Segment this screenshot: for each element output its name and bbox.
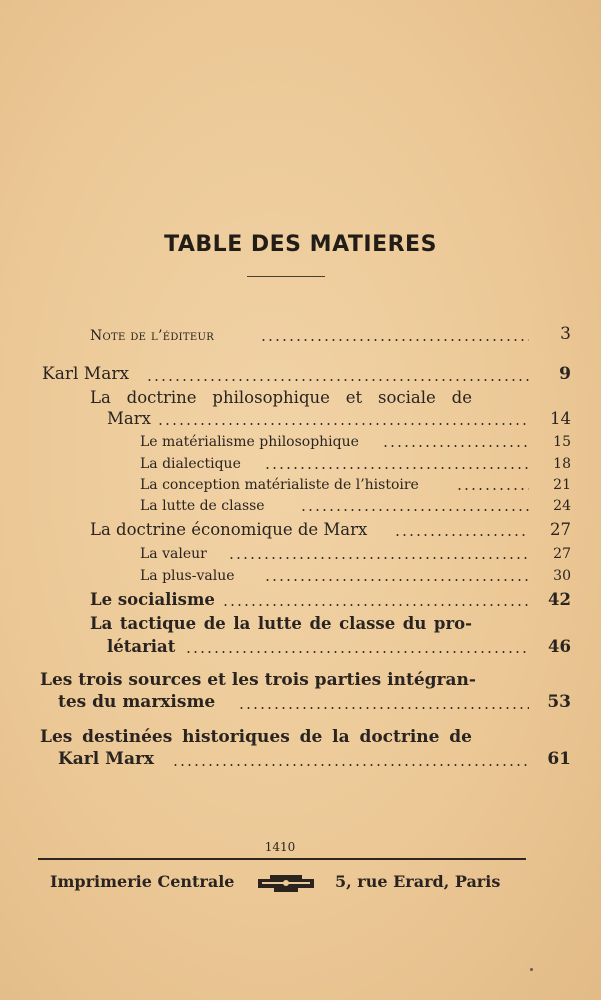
toc-entry-conception bbox=[140, 473, 571, 493]
toc-label: tes du marxisme bbox=[58, 692, 216, 712]
toc-entry-lutte-de-classe bbox=[140, 494, 571, 514]
toc-page-number: 30 bbox=[553, 568, 571, 584]
toc-entry-valeur bbox=[140, 542, 571, 562]
leader-dots bbox=[238, 707, 529, 709]
leader-dots bbox=[264, 467, 529, 469]
toc-page-number: 18 bbox=[553, 456, 571, 472]
leader-dots bbox=[157, 423, 529, 425]
toc-label: Le socialisme bbox=[90, 590, 215, 609]
toc-label-line1: La doctrine philosophique et sociale de bbox=[90, 388, 472, 407]
printer-name: Imprimerie Centrale bbox=[50, 872, 235, 891]
toc-page-number: 24 bbox=[553, 498, 571, 514]
toc-label: Karl Marx bbox=[42, 364, 130, 384]
leader-dots bbox=[185, 651, 529, 653]
toc-label: Karl Marx bbox=[58, 749, 155, 769]
toc-entry-karl-marx bbox=[42, 364, 571, 384]
toc-label: La dialectique bbox=[140, 456, 241, 472]
toc-label-line1: Les destinées historiques de la doctrine de bbox=[40, 727, 472, 747]
toc-entry-doctrine-economique bbox=[90, 519, 571, 539]
print-run-number: 1410 bbox=[264, 840, 296, 854]
title-rule bbox=[247, 276, 325, 277]
toc-label: Marx bbox=[107, 409, 151, 428]
toc-entry-note bbox=[90, 324, 571, 344]
toc-label: La doctrine économique de Marx bbox=[90, 520, 368, 539]
toc-entry-tactique bbox=[107, 636, 571, 656]
toc-label: La plus-value bbox=[140, 568, 235, 584]
toc-page-number: 27 bbox=[553, 546, 571, 562]
toc-page-number: 46 bbox=[548, 637, 571, 656]
toc-page-number: 42 bbox=[548, 590, 571, 609]
footer-rule bbox=[38, 858, 526, 860]
toc-entry-dialectique bbox=[140, 452, 571, 472]
toc-page-number: 61 bbox=[547, 749, 571, 769]
toc-label-line1: Les trois sources et les trois parties intégran- bbox=[40, 670, 476, 690]
leader-dots bbox=[456, 488, 529, 490]
paper-speck bbox=[530, 968, 533, 971]
toc-page-number: 27 bbox=[550, 520, 571, 539]
toc-entry-destinees bbox=[58, 749, 571, 769]
toc-page-number: 14 bbox=[550, 409, 571, 428]
leader-dots bbox=[394, 534, 529, 536]
toc-page-number: 15 bbox=[553, 434, 571, 450]
printer-address: 5, rue Erard, Paris bbox=[335, 872, 501, 891]
toc-entry-materialisme bbox=[140, 430, 571, 450]
leader-dots bbox=[382, 445, 529, 447]
toc-entry-socialisme bbox=[90, 589, 571, 609]
toc-label: La lutte de classe bbox=[140, 498, 265, 514]
toc-entry-trois-sources bbox=[58, 692, 571, 712]
toc-page-number: 3 bbox=[560, 324, 571, 344]
toc-page-number: 9 bbox=[559, 364, 571, 384]
toc-label: létariat bbox=[107, 637, 176, 656]
toc-page-number: 53 bbox=[547, 692, 571, 712]
toc-label: Note de l’éditeur bbox=[90, 328, 215, 344]
leader-dots bbox=[146, 379, 529, 381]
leader-dots bbox=[260, 339, 529, 341]
printer-logo-icon bbox=[256, 872, 316, 894]
leader-dots bbox=[228, 557, 529, 559]
toc-label-line1: La tactique de la lutte de classe du pro- bbox=[90, 614, 472, 633]
toc-page-number: 21 bbox=[553, 477, 571, 493]
leader-dots bbox=[172, 764, 529, 766]
leader-dots bbox=[300, 509, 529, 511]
leader-dots bbox=[222, 604, 529, 606]
toc-label: La valeur bbox=[140, 546, 207, 562]
toc-entry-plus-value bbox=[140, 564, 571, 584]
page-title: TABLE DES MATIERES bbox=[164, 232, 437, 257]
toc-label: La conception matérialiste de l’histoire bbox=[140, 477, 419, 493]
toc-entry-doctrine-philosophique bbox=[107, 408, 571, 428]
leader-dots bbox=[264, 579, 529, 581]
toc-label: Le matérialisme philosophique bbox=[140, 434, 359, 450]
